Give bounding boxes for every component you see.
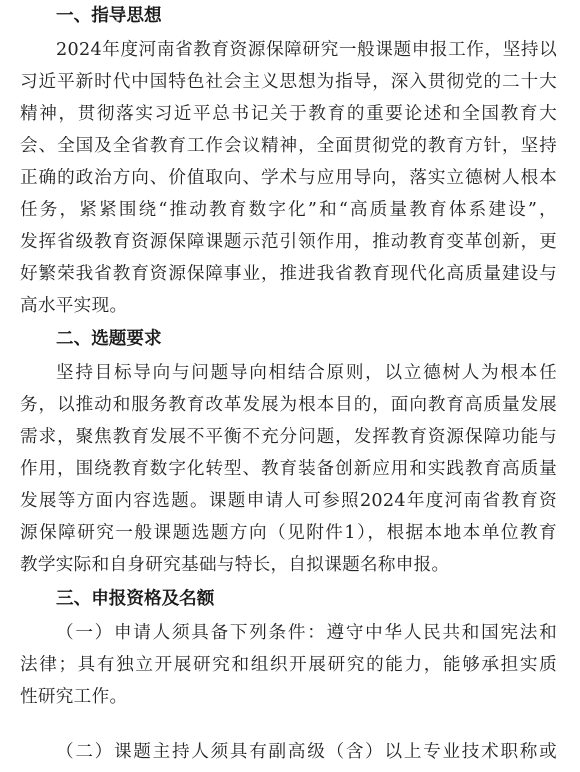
paragraph-line: 发展等方面内容选题。课题申请人可参照2024年度河南省教育资 — [20, 491, 557, 511]
paragraph-line: 习近平新时代中国特色社会主义思想为指导，深入贯彻党的二十大 — [20, 72, 557, 92]
paragraph-line: 发挥省级教育资源保障课题示范引领作用，推动教育变革创新，更 — [20, 232, 557, 252]
paragraph-line: 法律；具有独立开展研究和组织开展研究的能力，能够承担实质 — [20, 655, 557, 675]
paragraph-line: 精神，贯彻落实习近平总书记关于教育的重要论述和全国教育大 — [20, 104, 557, 124]
paragraph-line: 教学实际和自身研究基础与特长，自拟课题名称申报。 — [20, 555, 450, 575]
paragraph-line: 任务，紧紧围绕“推动教育数字化”和“高质量教育体系建设”， — [20, 200, 557, 220]
section-heading-guiding-ideology: 一、指导思想 — [56, 6, 162, 26]
paragraph-line: （二）课题主持人须具有副高级（含）以上专业技术职称或 — [56, 742, 557, 762]
paragraph-line: 高水平实现。 — [20, 296, 128, 316]
paragraph-line: 坚持目标导向与问题导向相结合原则，以立德树人为根本任 — [56, 363, 557, 383]
paragraph-line: （一）申请人须具备下列条件：遵守中华人民共和国宪法和 — [56, 623, 557, 643]
paragraph-line: 2024年度河南省教育资源保障研究一般课题申报工作，坚持以 — [56, 40, 557, 60]
paragraph-line: 会、全国及全省教育工作会议精神，全面贯彻党的教育方针，坚持 — [20, 136, 557, 156]
paragraph-line: 作用，围绕教育数字化转型、教育装备创新应用和实践教育高质量 — [20, 459, 557, 479]
paragraph-line: 好繁荣我省教育资源保障事业，推进我省教育现代化高质量建设与 — [20, 264, 557, 284]
paragraph-line: 正确的政治方向、价值取向、学术与应用导向，落实立德树人根本 — [20, 168, 557, 188]
paragraph-line: 需求，聚焦教育发展不平衡不充分问题，发挥教育资源保障功能与 — [20, 427, 557, 447]
paragraph-line: 源保障研究一般课题选题方向（见附件1），根据本地本单位教育 — [20, 523, 557, 543]
paragraph-line: 性研究工作。 — [20, 687, 128, 707]
section-heading-topic-requirements: 二、选题要求 — [56, 329, 162, 349]
paragraph-line: 务，以推动和服务教育改革发展为根本目的，面向教育高质量发展 — [20, 395, 557, 415]
section-heading-eligibility-and-quota: 三、申报资格及名额 — [56, 589, 215, 609]
